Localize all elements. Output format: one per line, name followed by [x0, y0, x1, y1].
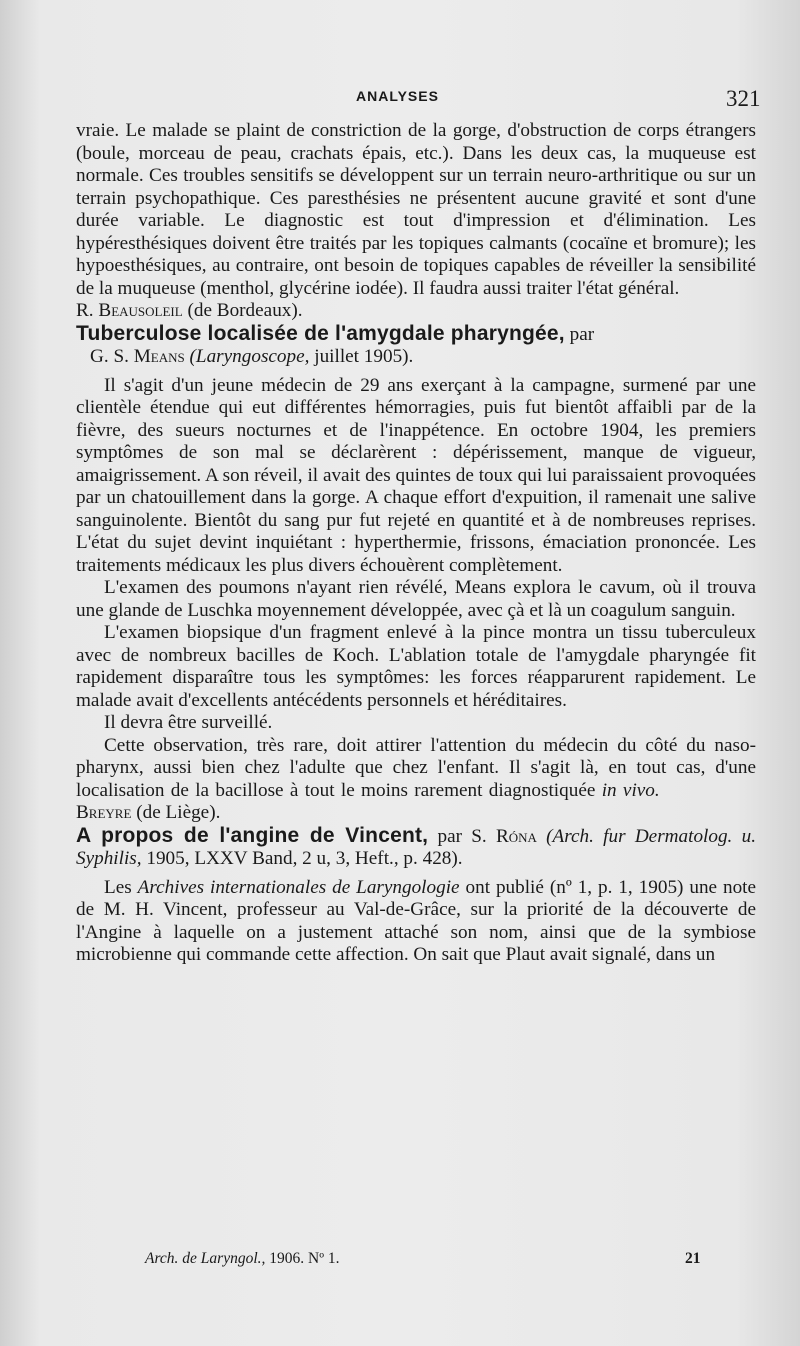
article-source: (Arch. fur Dermatolog. u. Syphilis, [76, 825, 756, 869]
page-number: 321 [726, 86, 761, 111]
footer-sheet-number: 21 [685, 1250, 701, 1267]
signature-place: (de Bordeaux). [187, 300, 303, 321]
italic-phrase: in vivo. [601, 779, 660, 801]
article-details: 1905, LXXV Band, 2 u, 3, Heft., p. 428). [146, 848, 463, 869]
paragraph: L'examen biopsique d'un fragment enlevé à la pince montra un tissu tuberculeux avec de nombreux bacilles de Koch. L'ablation totale de l'amygdale pharyngée fit rapidement disparaître tous les symptômes: les forces réapparurent rapidement. Le malade avait d'excellents antécédents personnels et héréditaires. [76, 622, 756, 711]
signature-name: R. Beausoleil [76, 300, 183, 321]
article-par: par [569, 323, 595, 345]
article-heading-tuberculose [76, 323, 756, 347]
footer-issue: 1906. Nº 1. [269, 1250, 340, 1267]
paragraph: Cette observation, très rare, doit attirer l'attention du médecin du côté du naso-pharynx, aussi bien chez l'adulte que chez l'enfant. Il s'agit là, en tout cas, d'une localisation de la bacillose à tout le moins rarement diagnostiquée in vivo. Breyre (de Liège). [76, 734, 756, 823]
italic-journal: Archives internationales de Laryngologie [137, 876, 460, 898]
paragraph: Les Archives internationales de Laryngologie ont publié (nº 1, p. 1, 1905) une note de M. H. Vincent, professeur au Val-de-Grâce, sur la priorité de la découverte de l'Angine à laquelle on a justement attaché son nom, ainsi que de la symbiose microbienne qui commande cette affection. On sait que Plaut avait signalé, dans un [76, 876, 757, 965]
article-title: Tuberculose localisée de l'amygdale pharyngée, [76, 321, 565, 345]
paragraph: Il devra être surveillé. [104, 712, 273, 733]
article-par: par S. [437, 825, 487, 847]
article-citation [76, 346, 756, 369]
article-author: Róna [495, 825, 537, 847]
running-head: ANALYSES [356, 88, 439, 104]
article-source: (Laryngoscope, [189, 346, 310, 367]
page-body [76, 120, 756, 967]
footer-journal: Arch. de Laryngol., [145, 1250, 266, 1267]
signature-place: (de Liège). [136, 802, 221, 823]
article-date: juillet 1905). [314, 346, 414, 367]
article-author: G. S. Means [90, 346, 185, 367]
signature-name: Breyre [76, 802, 132, 823]
paragraph: Il s'agit d'un jeune médecin de 29 ans exerçant à la campagne, surmené par une clientèle étendue qui eut différentes hémorragies, puis fut bientôt affaibli par de la fièvre, des sueurs nocturnes et de l'inappétence. En octobre 1904, les premiers symptômes de son mal se déclarèrent : dépérissement, manque de vigueur, amaigrissement. A son réveil, il avait des quintes de toux qui lui paraissaient provoquées par un chatouillement dans la gorge. A chaque effort d'expuition, il ramenait une salive sanguinolente. Bientôt du sang pur fut rejeté en quantité et à de nombreuses reprises. L'état du sujet devint inquiétant : hyperthermie, frissons, émaciation prononcée. Les traitements médicaux les plus divers échouèrent complètement. [76, 374, 756, 576]
continued-paragraph: vraie. Le malade se plaint de constriction de la gorge, d'obstruction de corps étrangers (boule, morceau de peau, crachats épais, etc.). Dans les deux cas, la muqueuse est normale. Ces troubles sensitifs se développent sur un terrain neuro-arthritique ou sur un terrain psychopathique. Ces paresthésies ne présentent aucune gravité et sont d'une durée variable. Le diagnostic est tout d'impression et d'élimination. Les hypéresthésiques doivent être traités par les topiques calmants (cocaïne et bromure); les hypoesthésiques, au contraire, ont besoin de topiques capables de réveiller la sensibilité de la muqueuse (menthol, glycérine iodée). Il faudra aussi traiter l'état général. [76, 120, 756, 299]
paragraph: L'examen des poumons n'ayant rien révélé, Means explora le cavum, où il trouva une glande de Luschka moyennement développée, avec çà et là un coagulum sanguin. [76, 577, 756, 621]
page-header [0, 86, 800, 116]
article-title: A propos de l'angine de Vincent, [76, 823, 429, 847]
article-heading-vincent [76, 825, 756, 871]
signature-beausoleil [76, 300, 756, 323]
page-footer [145, 1250, 705, 1268]
